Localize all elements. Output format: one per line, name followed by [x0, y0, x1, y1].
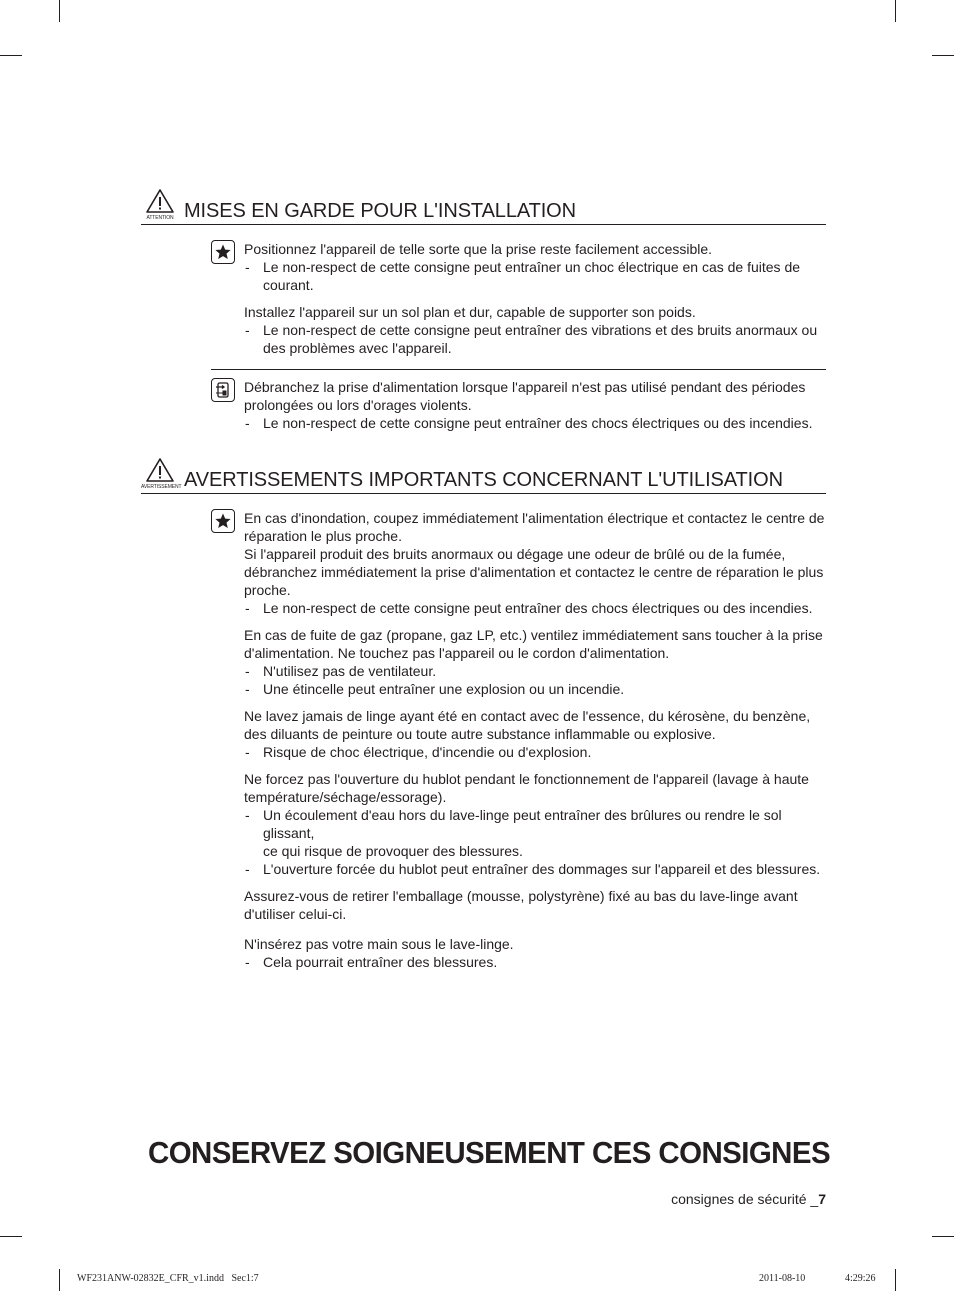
instruction-text: Ne lavez jamais de linge ayant été en contact avec de l'essence, du kérosène, du benzène, des diluants de peinture ou toute autre substance inflammable ou explosive.	[244, 708, 811, 742]
consequence-line: ce qui risque de provoquer des blessures.	[263, 843, 523, 859]
consequence-text: - Le non-respect de cette consigne peut entraîner des chocs électriques ou des incendies.	[244, 599, 826, 617]
instruction-text: N'insérez pas votre main sous le lave-linge.	[244, 936, 514, 952]
page-footer	[671, 1191, 826, 1207]
consequence-text: - L'ouverture forcée du hublot peut entraîner des dommages sur l'appareil et des blessures.	[244, 860, 826, 878]
instruction-text: Ne forcez pas l'ouverture du hublot pendant le fonctionnement de l'appareil (lavage à haute température/séchage/essorage).	[244, 771, 809, 805]
instruction-text: Installez l'appareil sur un sol plan et dur, capable de supporter son poids.	[244, 304, 696, 320]
section-header-usage-warnings	[141, 457, 826, 494]
warning-triangle-icon	[141, 188, 179, 224]
instruction-text: Si l'appareil produit des bruits anormaux ou dégage une odeur de brûlé ou de la fumée, débranchez immédiatement la prise d'alimentation et contactez le centre de réparation le plus proche.	[244, 546, 824, 598]
crop-mark	[932, 55, 954, 56]
consequence-text: - Le non-respect de cette consigne peut entraîner des vibrations et des bruits anormaux ou des problèmes avec l'appareil.	[244, 321, 826, 357]
section-name: consignes de sécurité _	[671, 1191, 819, 1207]
consequence-text: - Risque de choc électrique, d'incendie ou d'explosion.	[244, 743, 826, 761]
caution-block	[211, 378, 826, 432]
instruction-text: Positionnez l'appareil de telle sorte que la prise reste facilement accessible.	[244, 241, 713, 257]
consequence-text: - Une étincelle peut entraîner une explosion ou un incendie.	[244, 680, 826, 698]
warning-block	[211, 509, 826, 971]
consequence-text: - Le non-respect de cette consigne peut entraîner un choc électrique en cas de fuites de courant.	[244, 258, 826, 294]
instruction-text: Assurez-vous de retirer l'emballage (mousse, polystyrène) fixé au bas du lave-linge avant d'utiliser celui-ci.	[244, 888, 798, 922]
consequence-text: - Le non-respect de cette consigne peut entraîner des chocs électriques ou des incendies.	[244, 414, 826, 432]
caution-block	[211, 240, 826, 357]
crop-mark	[895, 0, 896, 22]
keep-instructions-banner: CONSERVEZ SOIGNEUSEMENT CES CONSIGNES	[148, 1135, 831, 1170]
crop-mark	[895, 1269, 896, 1291]
section-header-installation	[141, 188, 826, 225]
crop-mark	[932, 1236, 954, 1237]
star-icon	[211, 240, 235, 264]
crop-mark	[0, 1236, 22, 1237]
warning-tag: AVERTISSEMENT	[141, 484, 182, 490]
crop-mark	[59, 1269, 60, 1291]
section-title: MISES EN GARDE POUR L'INSTALLATION	[184, 200, 576, 222]
consequence-text	[244, 806, 826, 860]
consequence-text: - Cela pourrait entraîner des blessures.	[244, 953, 826, 971]
warning-tag: ATTENTION	[146, 215, 174, 221]
slug-time: 4:29:26	[845, 1273, 876, 1284]
consequence-line: - Un écoulement d'eau hors du lave-linge peut entraîner des brûlures ou rendre le sol glissant,	[263, 807, 782, 841]
page-number: 7	[818, 1191, 826, 1207]
star-icon	[211, 509, 235, 533]
slug-filename: WF231ANW-02832E_CFR_v1.indd Sec1:7	[77, 1273, 259, 1284]
warning-triangle-icon	[141, 457, 182, 493]
divider	[211, 369, 826, 370]
crop-mark	[0, 55, 22, 56]
instruction-text: Débranchez la prise d'alimentation lorsque l'appareil n'est pas utilisé pendant des périodes prolongées ou lors d'orages violents.	[244, 379, 806, 413]
instruction-text: En cas de fuite de gaz (propane, gaz LP, etc.) ventilez immédiatement sans toucher à la prise d'alimentation. Ne touchez pas l'appareil ou le cordon d'alimentation.	[244, 627, 823, 661]
slug-date: 2011-08-10	[759, 1273, 806, 1284]
section-title: AVERTISSEMENTS IMPORTANTS CONCERNANT L'UTILISATION	[184, 469, 783, 491]
unplug-icon	[211, 378, 235, 402]
consequence-text: - N'utilisez pas de ventilateur.	[244, 662, 826, 680]
crop-mark	[59, 0, 60, 22]
instruction-text: En cas d'inondation, coupez immédiatement l'alimentation électrique et contactez le centre de réparation le plus proche.	[244, 510, 825, 544]
